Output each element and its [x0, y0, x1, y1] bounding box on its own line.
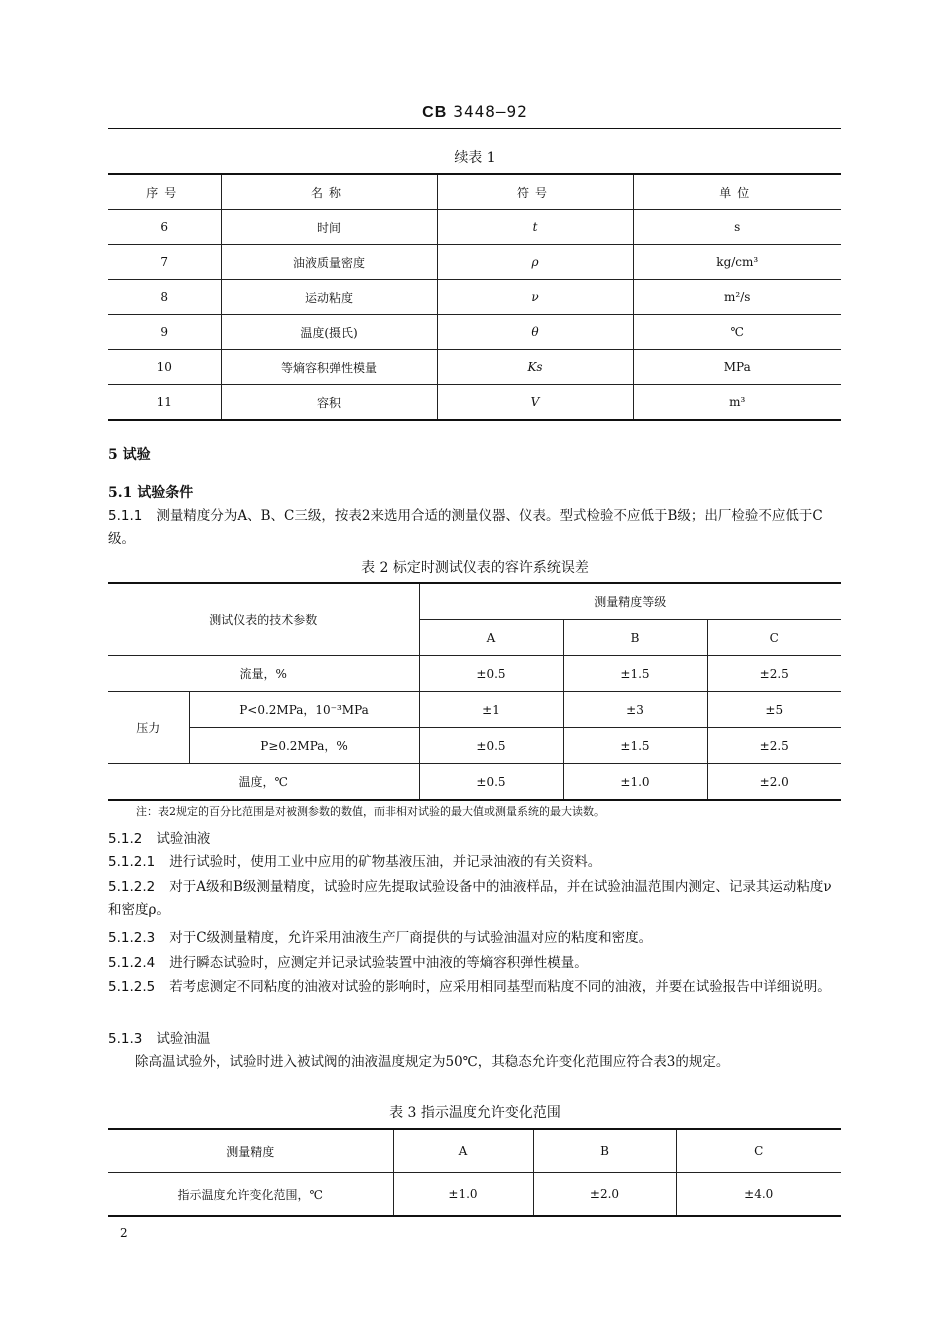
- grade-c-header: C: [707, 620, 841, 656]
- table-row: [108, 245, 841, 280]
- pressure-low-label: P<0.2MPa，10⁻³MPa: [189, 692, 419, 728]
- table-cell: 11: [108, 385, 221, 421]
- table-cell: 8: [108, 280, 221, 315]
- clause-title: 试验油温: [156, 1031, 211, 1047]
- table-cell: ±1: [419, 692, 563, 728]
- table-cell: 指示温度允许变化范围，℃: [108, 1173, 393, 1217]
- table-cell: ±2.0: [533, 1173, 676, 1217]
- paragraph-5-1-2-5: [108, 976, 841, 999]
- table-row: [108, 1173, 841, 1217]
- subsection-heading: 5.1 试验条件: [108, 485, 194, 501]
- table-cell: 温度(摄氏): [221, 315, 437, 350]
- table-row: [108, 764, 841, 801]
- table3-col-header: C: [676, 1129, 841, 1173]
- paragraph-5-1-3-body: 除高温试验外，试验时进入被试阀的油液温度规定为50℃，其稳态允许变化范围应符合表3的规定。: [135, 1054, 730, 1070]
- document-header: [0, 102, 950, 122]
- table-cell: ±1.0: [563, 764, 707, 801]
- clause-number: 5.1.2.3: [108, 930, 156, 946]
- table1-col-header: 名称: [221, 174, 437, 210]
- header-rule: [108, 128, 841, 129]
- clause-title: 试验油液: [156, 831, 211, 847]
- grade-a-header: A: [419, 620, 563, 656]
- grade-b-header: B: [563, 620, 707, 656]
- clause-number: 5.1.3: [108, 1031, 143, 1047]
- table2: [108, 582, 841, 801]
- table-cell: ρ: [437, 245, 633, 280]
- table-row: [108, 656, 841, 692]
- clause-5-1-3: [108, 1027, 210, 1047]
- table-cell: ±1.5: [563, 728, 707, 764]
- clause-number: 5.1.2.2: [108, 879, 156, 895]
- table2-caption: 表 2 标定时测试仪表的容许系统误差: [361, 560, 589, 576]
- table1-col-header: 单位: [633, 174, 841, 210]
- table3-col-header: 测量精度: [108, 1129, 393, 1173]
- paragraph-5-1-2-4: [108, 952, 841, 975]
- table-cell: ν: [437, 280, 633, 315]
- table-cell: 10: [108, 350, 221, 385]
- table2-header-row: [108, 583, 841, 620]
- table-cell: 等熵容积弹性模量: [221, 350, 437, 385]
- page-number: 2: [120, 1226, 128, 1240]
- table-cell: ±0.5: [419, 764, 563, 801]
- table-cell: ±1.5: [563, 656, 707, 692]
- paragraph-5-1-2-1: [108, 851, 841, 874]
- table-cell: ±0.5: [419, 728, 563, 764]
- table-cell: 容积: [221, 385, 437, 421]
- table3-col-header: A: [393, 1129, 533, 1173]
- table-row: [108, 385, 841, 421]
- table-cell: ±3: [563, 692, 707, 728]
- table-row: [108, 280, 841, 315]
- table2-param-header: 测试仪表的技术参数: [108, 583, 419, 656]
- table-cell: 9: [108, 315, 221, 350]
- table3-caption: 表 3 指示温度允许变化范围: [389, 1105, 561, 1121]
- paragraph-5-1-2-2: [108, 876, 841, 922]
- paragraph-5-1-1: [108, 505, 841, 551]
- clause-number: 5.1.1: [108, 508, 143, 524]
- pressure-label: 压力: [108, 692, 189, 764]
- table-cell: 时间: [221, 210, 437, 245]
- table-cell: ±2.0: [707, 764, 841, 801]
- table2-note: 注：表2规定的百分比范围是对被测参数的数值，而非相对试验的最大值或测量系统的最大读数。: [136, 805, 605, 818]
- table-row: [108, 692, 841, 728]
- table-cell: MPa: [633, 350, 841, 385]
- paragraph-5-1-2-3: [108, 927, 841, 950]
- table-cell: t: [437, 210, 633, 245]
- table1: [108, 173, 841, 421]
- pressure-high-label: P≥0.2MPa，%: [189, 728, 419, 764]
- clause-5-1-2: [108, 827, 210, 847]
- clause-text: 进行瞬态试验时，应测定并记录试验装置中油液的等熵容积弹性模量。: [169, 955, 588, 971]
- table-cell: ±5: [707, 692, 841, 728]
- table-row: [108, 728, 841, 764]
- table-cell: ±2.5: [707, 728, 841, 764]
- table-cell: 7: [108, 245, 221, 280]
- table-cell: 油液质量密度: [221, 245, 437, 280]
- clause-text: 测量精度分为A、B、C三级，按表2来选用合适的测量仪器、仪表。型式检验不应低于B级；出厂检验不应低于C级。: [108, 508, 823, 547]
- table1-header-row: [108, 174, 841, 210]
- table-cell: s: [633, 210, 841, 245]
- clause-number: 5.1.2.4: [108, 955, 156, 971]
- table3: [108, 1128, 841, 1217]
- table-cell: ±2.5: [707, 656, 841, 692]
- clause-number: 5.1.2: [108, 831, 143, 847]
- table-cell: Ks: [437, 350, 633, 385]
- table3-col-header: B: [533, 1129, 676, 1173]
- table-cell: 运动粘度: [221, 280, 437, 315]
- standard-number: 3448—92: [453, 102, 528, 121]
- table-cell: m²/s: [633, 280, 841, 315]
- standard-code: CB: [422, 104, 448, 121]
- table-cell: ±1.0: [393, 1173, 533, 1217]
- table1-col-header: 序号: [108, 174, 221, 210]
- clause-number: 5.1.2.1: [108, 854, 156, 870]
- table3-header-row: [108, 1129, 841, 1173]
- table-cell: θ: [437, 315, 633, 350]
- table-row: [108, 350, 841, 385]
- section-heading: 5 试验: [108, 447, 151, 463]
- table-cell: m³: [633, 385, 841, 421]
- table-row: [108, 210, 841, 245]
- table-row: [108, 315, 841, 350]
- table-cell: V: [437, 385, 633, 421]
- table2-grade-header: 测量精度等级: [419, 583, 841, 620]
- table-cell: kg/cm³: [633, 245, 841, 280]
- table-cell: 6: [108, 210, 221, 245]
- table-cell: ±0.5: [419, 656, 563, 692]
- clause-text: 若考虑测定不同粘度的油液对试验的影响时，应采用相同基型而粘度不同的油液，并要在试验报告中详细说明。: [169, 979, 831, 995]
- clause-text: 对于C级测量精度，允许采用油液生产厂商提供的与试验油温对应的粘度和密度。: [169, 930, 653, 946]
- table-cell: ℃: [633, 315, 841, 350]
- temperature-label: 温度，℃: [108, 764, 419, 801]
- table1-caption: 续表 1: [454, 150, 496, 166]
- clause-text: 进行试验时，使用工业中应用的矿物基液压油，并记录油液的有关资料。: [169, 854, 602, 870]
- table-cell: ±4.0: [676, 1173, 841, 1217]
- clause-text: 对于A级和B级测量精度，试验时应先提取试验设备中的油液样品，并在试验油温范围内测定、记录其运动粘度ν和密度ρ。: [108, 879, 832, 918]
- table1-col-header: 符号: [437, 174, 633, 210]
- flow-label: 流量，%: [108, 656, 419, 692]
- clause-number: 5.1.2.5: [108, 979, 156, 995]
